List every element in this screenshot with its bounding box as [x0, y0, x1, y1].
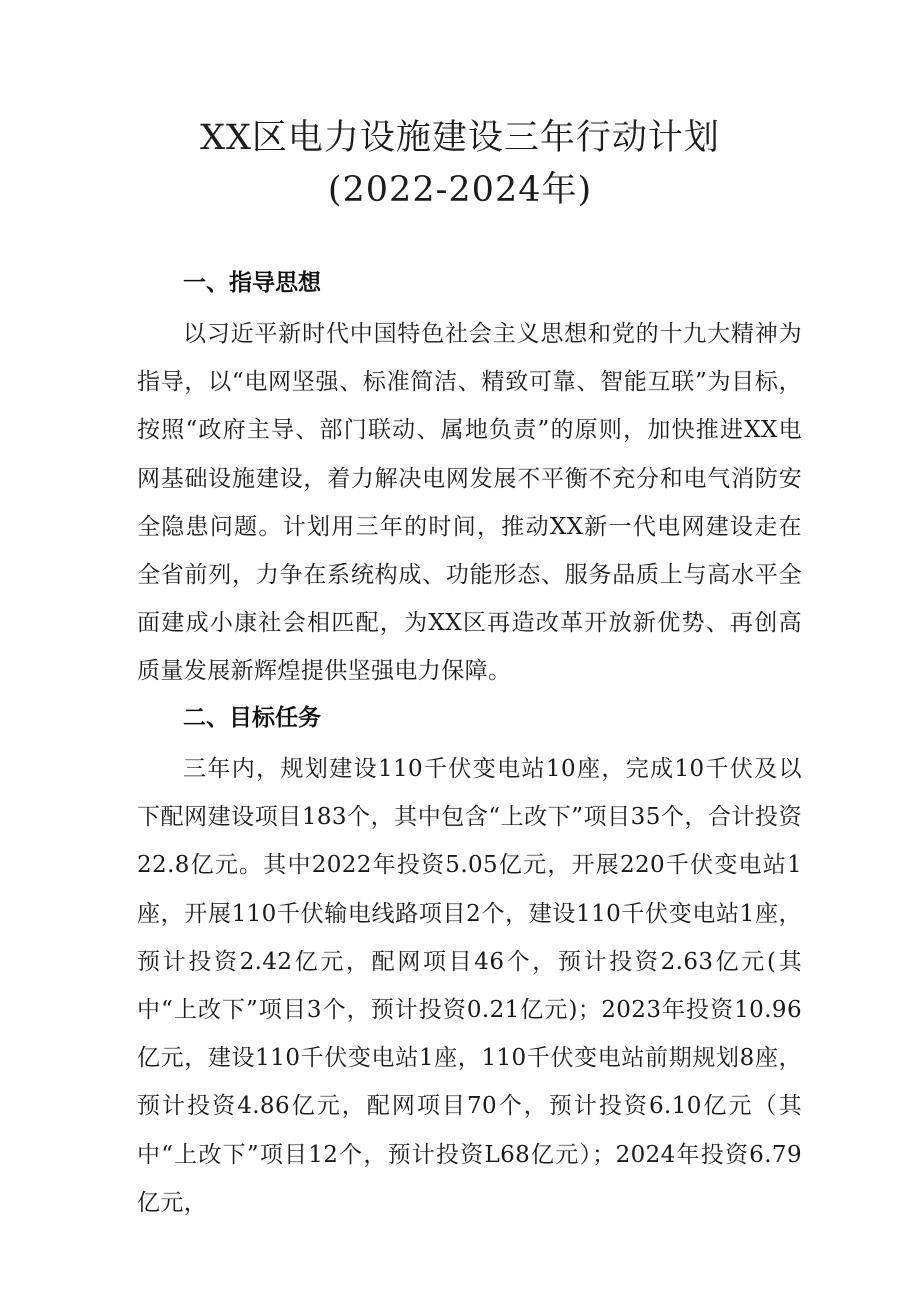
section-heading-goals-tasks: 二、目标任务 — [183, 705, 321, 731]
document-title: XX区电力设施建设三年行动计划 — [200, 118, 720, 158]
document-subtitle-years: (2022-2024年) — [327, 170, 593, 210]
section-body-goals-tasks: 三年内，规划建设110千伏变电站10座，完成10千伏及以下配网建设项目183个，其中包含“上改下”项目35个，合计投资22.8亿元。其中2022年投资5.05亿元，开展220千伏变电站1座，开展110千伏输电线路项目2个，建设110千伏变电站1座，预计投资2.42亿元，配网项目46个，预计投资2.63亿元(其中“上改下”项目3个，预计投资0.21亿元)；2023年投资10.96亿元，建设110千伏变电站1座，110千伏变电站前期规划8座，预计投资4.86亿元，配网项目70个，预计投资6.10亿元（其中“上改下”项目12个，预计投资L68亿元）；2024年投资6.79亿元， — [137, 756, 802, 1216]
section-heading-guiding-ideology: 一、指导思想 — [183, 270, 321, 296]
section-body-guiding-ideology: 以习近平新时代中国特色社会主义思想和党的十九大精神为指导，以“电网坚强、标准简洁、精致可靠、智能互联”为目标，按照“政府主导、部门联动、属地负责”的原则，加快推进XX电网基础设施建设，着力解决电网发展不平衡不充分和电气消防安全隐患问题。计划用三年的时间，推动XX新一代电网建设走在全省前列，力争在系统构成、功能形态、服务品质上与高水平全面建成小康社会相匹配，为XX区再造改革开放新优势、再创高质量发展新辉煌提供坚强电力保障。 — [137, 321, 802, 685]
